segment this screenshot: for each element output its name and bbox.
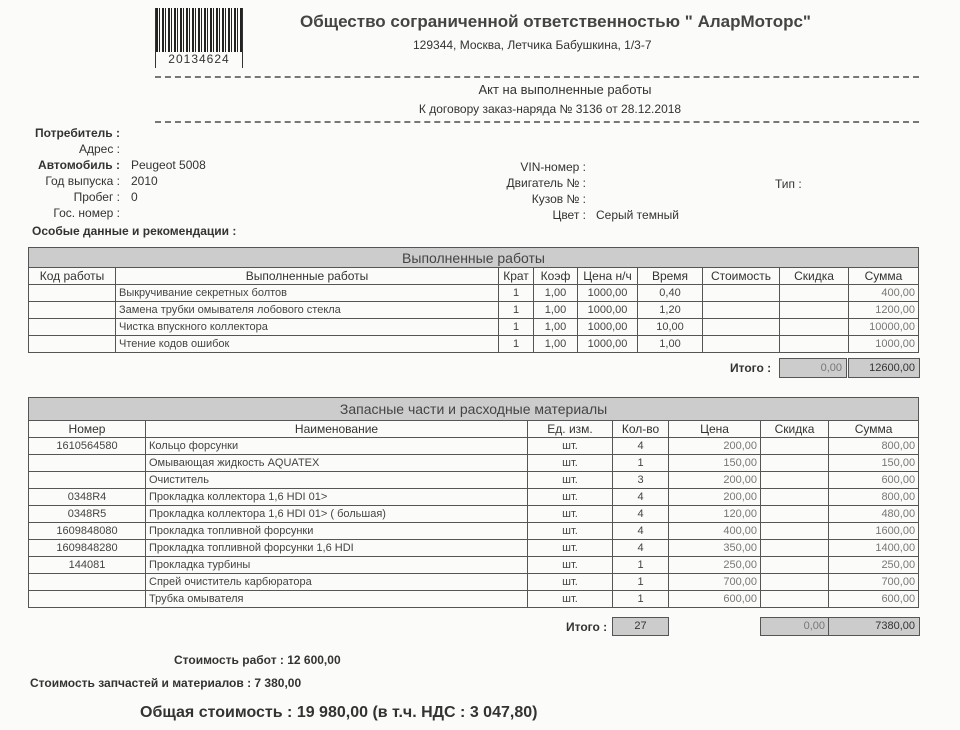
table-cell: 1: [499, 302, 534, 319]
document-title: Акт на выполненные работы: [478, 82, 652, 97]
table-cell: 1: [613, 574, 669, 591]
table-cell: [29, 336, 116, 353]
table-cell: [29, 319, 116, 336]
table-cell: [780, 336, 849, 353]
table-cell: 1: [613, 455, 669, 472]
table-cell: шт.: [528, 574, 613, 591]
table-cell: Омывающая жидкость AQUATEX: [146, 455, 528, 472]
table-row: [29, 336, 919, 353]
table-cell: 700,00: [669, 574, 761, 591]
works-total-discount: 0,00: [779, 358, 847, 378]
table-cell: Спрей очиститель карбюратора: [146, 574, 528, 591]
table-cell: 1: [613, 557, 669, 574]
table-cell: 1000,00: [578, 336, 638, 353]
table-cell: [703, 336, 780, 353]
table-cell: 1,00: [534, 336, 578, 353]
year-value: 2010: [131, 174, 158, 188]
address-label: Адрес :: [78, 142, 120, 156]
parts-table-title: Запасные части и расходные материалы: [29, 398, 919, 421]
table-cell: 1609848080: [29, 523, 146, 540]
table-row: [29, 319, 919, 336]
table-cell: 600,00: [669, 591, 761, 608]
column-header: Цена: [669, 421, 761, 438]
works-total-label: Итого :: [730, 361, 772, 375]
car-label: Автомобиль :: [38, 158, 120, 172]
body-label: Кузов № :: [531, 192, 586, 206]
table-cell: [780, 285, 849, 302]
color-value: Серый темный: [596, 208, 679, 222]
table-cell: 700,00: [829, 574, 919, 591]
document-subtitle: К договору заказ-наряда № 3136 от 28.12.2018: [418, 102, 682, 116]
column-header: Выполненные работы: [116, 268, 499, 285]
plate-label: Гос. номер :: [53, 206, 120, 220]
parts-table: [28, 397, 919, 608]
column-header: Крат: [499, 268, 534, 285]
table-row: [29, 285, 919, 302]
column-header: Цена н/ч: [578, 268, 638, 285]
table-cell: 400,00: [849, 285, 919, 302]
parts-total-sum: 7380,00: [828, 617, 920, 636]
table-row: [29, 438, 919, 455]
table-cell: 1,00: [534, 285, 578, 302]
table-cell: шт.: [528, 455, 613, 472]
column-header: Время: [638, 268, 703, 285]
table-cell: 0348R4: [29, 489, 146, 506]
year-label: Год выпуска :: [45, 174, 120, 188]
table-cell: 1: [499, 319, 534, 336]
table-cell: 3: [613, 472, 669, 489]
table-cell: 10000,00: [849, 319, 919, 336]
table-cell: Выкручивание секретных болтов: [116, 285, 499, 302]
table-cell: шт.: [528, 557, 613, 574]
table-cell: 0,40: [638, 285, 703, 302]
engine-label: Двигатель № :: [506, 176, 586, 190]
table-cell: 480,00: [829, 506, 919, 523]
table-cell: 350,00: [669, 540, 761, 557]
table-cell: 250,00: [829, 557, 919, 574]
table-cell: 1400,00: [829, 540, 919, 557]
table-row: [29, 591, 919, 608]
table-cell: 1609848280: [29, 540, 146, 557]
table-cell: 250,00: [669, 557, 761, 574]
organization-address: 129344, Москва, Летчика Бабушкина, 1/3-7: [413, 38, 652, 52]
table-cell: Прокладка топливной форсунки 1,6 HDI: [146, 540, 528, 557]
table-cell: [761, 540, 829, 557]
mileage-label: Пробег :: [73, 190, 120, 204]
table-cell: Очиститель: [146, 472, 528, 489]
table-cell: шт.: [528, 438, 613, 455]
column-header: Стоимость: [703, 268, 780, 285]
table-cell: 800,00: [829, 438, 919, 455]
table-row: [29, 455, 919, 472]
table-cell: [703, 285, 780, 302]
parts-total-discount: 0,00: [760, 617, 830, 636]
table-cell: 1: [499, 336, 534, 353]
table-cell: 4: [613, 540, 669, 557]
works-table-title: Выполненные работы: [29, 248, 919, 268]
table-cell: 150,00: [669, 455, 761, 472]
works-total-sum: 12600,00: [848, 358, 920, 378]
table-cell: шт.: [528, 506, 613, 523]
table-cell: 1000,00: [849, 336, 919, 353]
table-cell: Прокладка коллектора 1,6 HDI 01>: [146, 489, 528, 506]
table-row: [29, 540, 919, 557]
table-cell: [761, 455, 829, 472]
table-cell: 400,00: [669, 523, 761, 540]
table-row: [29, 472, 919, 489]
table-cell: [29, 302, 116, 319]
table-cell: 4: [613, 438, 669, 455]
column-header: Номер: [29, 421, 146, 438]
table-cell: [761, 523, 829, 540]
table-cell: 200,00: [669, 489, 761, 506]
column-header: Ед. изм.: [528, 421, 613, 438]
table-cell: 600,00: [829, 472, 919, 489]
table-cell: шт.: [528, 591, 613, 608]
table-row: [29, 557, 919, 574]
special-notes-label: Особые данные и рекомендации :: [32, 224, 237, 238]
table-row: [29, 489, 919, 506]
table-row: [29, 302, 919, 319]
works-cost-summary: Стоимость работ : 12 600,00: [174, 653, 341, 667]
organization-name: Общество сограниченной ответственностью " АларМоторс": [300, 12, 811, 31]
consumer-label: Потребитель :: [34, 126, 120, 140]
color-label: Цвет :: [552, 208, 586, 222]
table-row: [29, 574, 919, 591]
table-cell: [780, 319, 849, 336]
table-cell: 1: [613, 591, 669, 608]
table-cell: [29, 455, 146, 472]
table-cell: Прокладка турбины: [146, 557, 528, 574]
table-cell: [703, 319, 780, 336]
column-header: Скидка: [761, 421, 829, 438]
table-cell: шт.: [528, 540, 613, 557]
table-cell: 1,00: [534, 302, 578, 319]
table-cell: 10,00: [638, 319, 703, 336]
column-header: Сумма: [849, 268, 919, 285]
table-cell: [29, 591, 146, 608]
parts-total-qty: 27: [612, 617, 669, 636]
table-cell: 150,00: [829, 455, 919, 472]
table-cell: [703, 302, 780, 319]
table-cell: Прокладка коллектора 1,6 HDI 01> ( большая): [146, 506, 528, 523]
car-value: Peugeot 5008: [131, 158, 206, 172]
divider: [155, 121, 919, 123]
table-cell: Прокладка топливной форсунки: [146, 523, 528, 540]
table-cell: [761, 489, 829, 506]
barcode: 20134624: [155, 8, 243, 68]
table-cell: 1000,00: [578, 285, 638, 302]
table-cell: [761, 591, 829, 608]
vin-label: VIN-номер :: [520, 160, 586, 174]
column-header: Код работы: [29, 268, 116, 285]
table-cell: [780, 302, 849, 319]
table-cell: Кольцо форсунки: [146, 438, 528, 455]
table-cell: шт.: [528, 489, 613, 506]
table-cell: 1,00: [534, 319, 578, 336]
table-cell: 200,00: [669, 472, 761, 489]
table-cell: [761, 472, 829, 489]
table-cell: 4: [613, 489, 669, 506]
divider: [155, 76, 919, 78]
column-header: Сумма: [829, 421, 919, 438]
type-label: Тип :: [775, 177, 802, 191]
table-cell: 600,00: [829, 591, 919, 608]
table-cell: 800,00: [829, 489, 919, 506]
table-cell: [761, 557, 829, 574]
table-cell: 1610564580: [29, 438, 146, 455]
mileage-value: 0: [131, 190, 138, 204]
table-cell: 1,00: [638, 336, 703, 353]
table-cell: Чтение кодов ошибок: [116, 336, 499, 353]
table-cell: [29, 574, 146, 591]
table-row: [29, 506, 919, 523]
table-cell: Чистка впускного коллектора: [116, 319, 499, 336]
table-cell: Трубка омывателя: [146, 591, 528, 608]
table-cell: 4: [613, 523, 669, 540]
table-cell: 1,20: [638, 302, 703, 319]
table-cell: [29, 285, 116, 302]
table-cell: 0348R5: [29, 506, 146, 523]
table-cell: 1600,00: [829, 523, 919, 540]
table-cell: [761, 574, 829, 591]
table-cell: [29, 472, 146, 489]
table-cell: 1: [499, 285, 534, 302]
column-header: Скидка: [780, 268, 849, 285]
column-header: Коэф: [534, 268, 578, 285]
table-cell: шт.: [528, 523, 613, 540]
column-header: Наименование: [146, 421, 528, 438]
table-cell: Замена трубки омывателя лобового стекла: [116, 302, 499, 319]
total-cost-summary: Общая стоимость : 19 980,00 (в т.ч. НДС : 3 047,80): [140, 704, 538, 721]
table-cell: 1000,00: [578, 302, 638, 319]
parts-total-label: Итого :: [566, 620, 608, 634]
table-cell: шт.: [528, 472, 613, 489]
table-cell: [761, 506, 829, 523]
parts-cost-summary: Стоимость запчастей и материалов : 7 380,00: [30, 676, 302, 690]
table-cell: 200,00: [669, 438, 761, 455]
table-cell: [761, 438, 829, 455]
table-cell: 120,00: [669, 506, 761, 523]
table-row: [29, 523, 919, 540]
table-cell: 4: [613, 506, 669, 523]
table-cell: 144081: [29, 557, 146, 574]
works-table: [28, 247, 919, 353]
column-header: Кол-во: [613, 421, 669, 438]
table-cell: 1000,00: [578, 319, 638, 336]
table-cell: 1200,00: [849, 302, 919, 319]
